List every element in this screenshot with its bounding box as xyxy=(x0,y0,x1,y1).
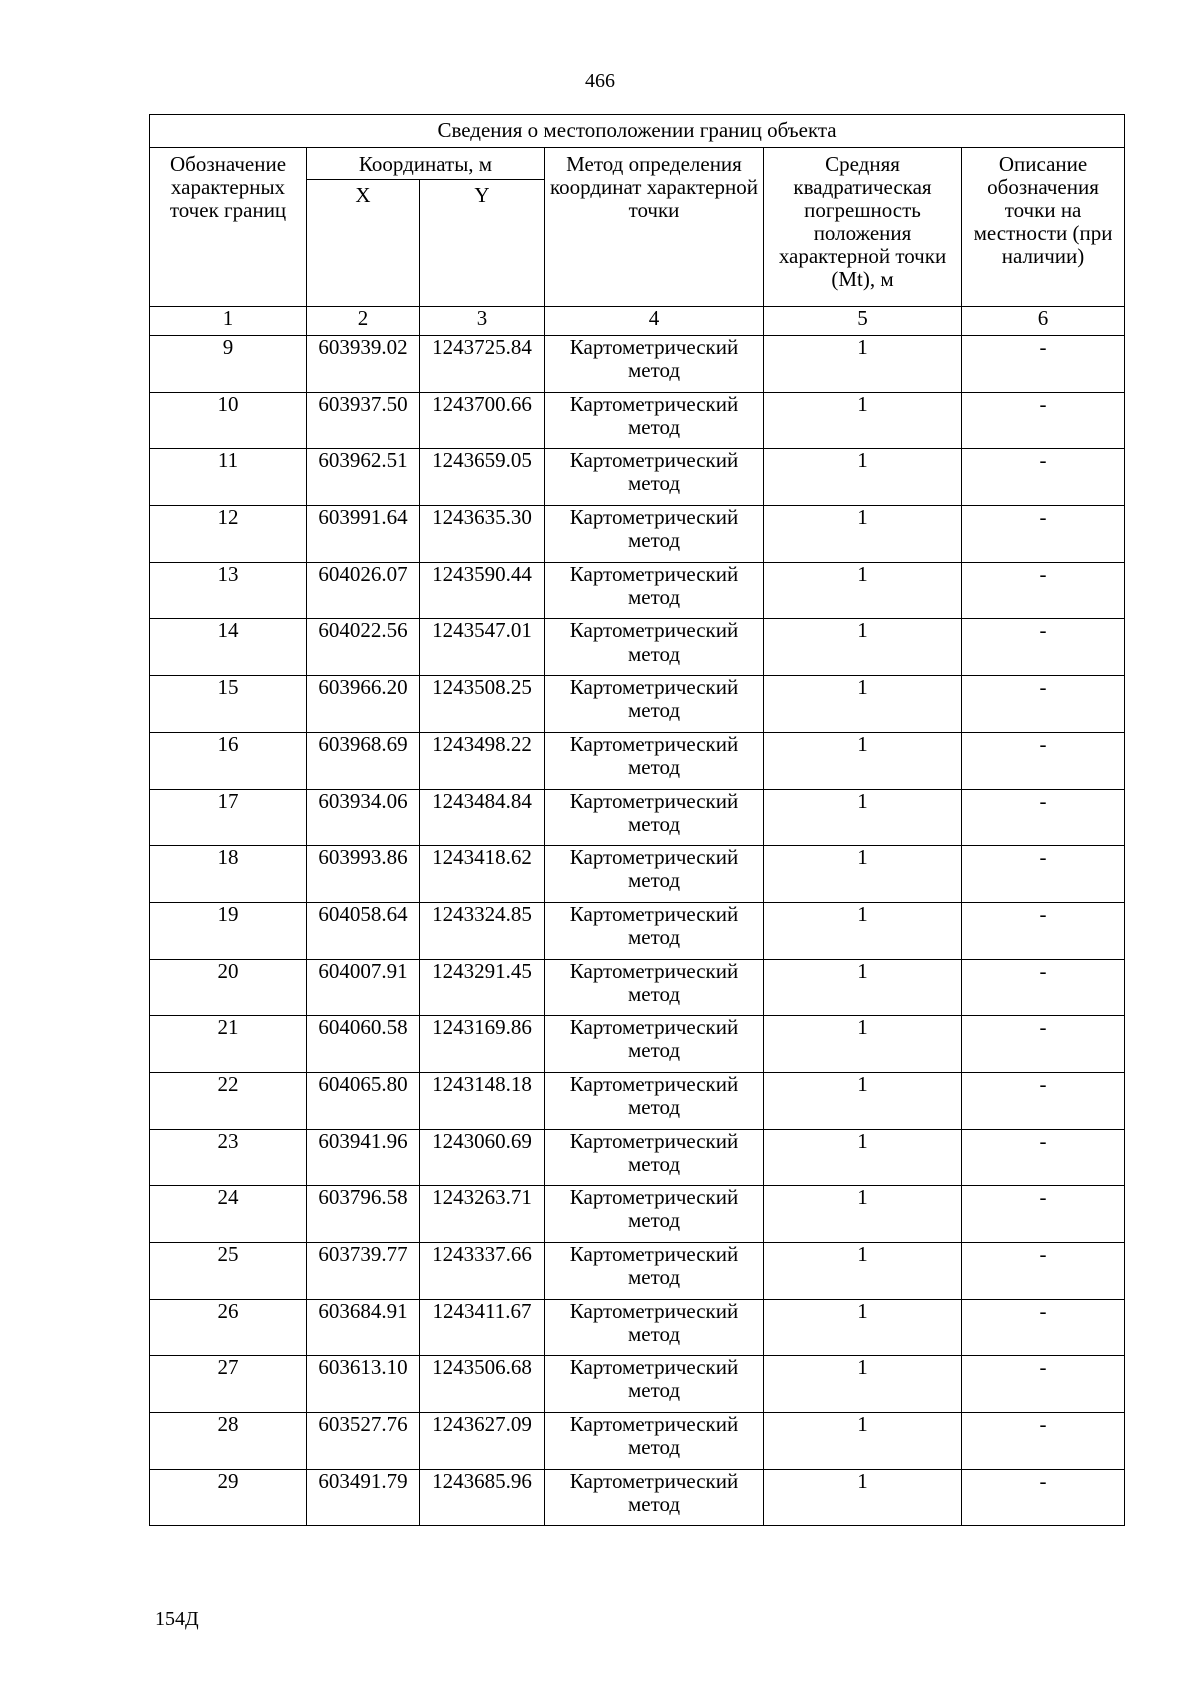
table-row xyxy=(150,449,1125,506)
x-coordinate-cell: 603962.51 xyxy=(307,449,420,506)
description-cell: - xyxy=(962,959,1125,1016)
header-coordinates: Координаты, м xyxy=(307,148,545,180)
error-cell: 1 xyxy=(764,449,962,506)
method-cell: Картометрический метод xyxy=(545,789,764,846)
description-cell: - xyxy=(962,619,1125,676)
point-cell: 19 xyxy=(150,902,307,959)
x-coordinate-cell: 603991.64 xyxy=(307,506,420,563)
x-coordinate-cell: 604060.58 xyxy=(307,1016,420,1073)
point-cell: 25 xyxy=(150,1243,307,1300)
description-cell: - xyxy=(962,336,1125,393)
description-cell: - xyxy=(962,676,1125,733)
point-cell: 21 xyxy=(150,1016,307,1073)
method-cell: Картометрический метод xyxy=(545,506,764,563)
point-cell: 18 xyxy=(150,846,307,903)
point-cell: 27 xyxy=(150,1356,307,1413)
boundary-coordinates-table xyxy=(149,114,1125,1526)
error-cell: 1 xyxy=(764,1243,962,1300)
header-point: Обозначение характерных точек границ xyxy=(150,148,307,307)
error-cell: 1 xyxy=(764,1129,962,1186)
y-coordinate-cell: 1243411.67 xyxy=(420,1299,545,1356)
x-coordinate-cell: 603937.50 xyxy=(307,392,420,449)
method-cell: Картометрический метод xyxy=(545,449,764,506)
description-cell: - xyxy=(962,1129,1125,1186)
description-cell: - xyxy=(962,789,1125,846)
method-cell: Картометрический метод xyxy=(545,619,764,676)
table-row xyxy=(150,1469,1125,1526)
table-row xyxy=(150,676,1125,733)
table-row xyxy=(150,732,1125,789)
table-row xyxy=(150,392,1125,449)
y-coordinate-cell: 1243484.84 xyxy=(420,789,545,846)
error-cell: 1 xyxy=(764,336,962,393)
header-method: Метод определения координат характерной точки xyxy=(545,148,764,307)
description-cell: - xyxy=(962,1356,1125,1413)
table-row xyxy=(150,506,1125,563)
column-number-row xyxy=(150,307,1125,336)
point-cell: 20 xyxy=(150,959,307,1016)
point-cell: 9 xyxy=(150,336,307,393)
y-coordinate-cell: 1243725.84 xyxy=(420,336,545,393)
x-coordinate-cell: 603491.79 xyxy=(307,1469,420,1526)
x-coordinate-cell: 603684.91 xyxy=(307,1299,420,1356)
y-coordinate-cell: 1243498.22 xyxy=(420,732,545,789)
point-cell: 17 xyxy=(150,789,307,846)
y-coordinate-cell: 1243659.05 xyxy=(420,449,545,506)
y-coordinate-cell: 1243590.44 xyxy=(420,562,545,619)
point-cell: 12 xyxy=(150,506,307,563)
column-number: 5 xyxy=(764,307,962,336)
y-coordinate-cell: 1243685.96 xyxy=(420,1469,545,1526)
error-cell: 1 xyxy=(764,1072,962,1129)
header-x: X xyxy=(307,180,420,307)
description-cell: - xyxy=(962,392,1125,449)
column-number: 4 xyxy=(545,307,764,336)
y-coordinate-cell: 1243324.85 xyxy=(420,902,545,959)
table-row xyxy=(150,902,1125,959)
table-row xyxy=(150,562,1125,619)
error-cell: 1 xyxy=(764,562,962,619)
error-cell: 1 xyxy=(764,1299,962,1356)
table-body xyxy=(150,336,1125,1526)
point-cell: 26 xyxy=(150,1299,307,1356)
table-row xyxy=(150,1186,1125,1243)
method-cell: Картометрический метод xyxy=(545,902,764,959)
error-cell: 1 xyxy=(764,619,962,676)
method-cell: Картометрический метод xyxy=(545,1243,764,1300)
method-cell: Картометрический метод xyxy=(545,1129,764,1186)
table-row xyxy=(150,846,1125,903)
point-cell: 11 xyxy=(150,449,307,506)
description-cell: - xyxy=(962,1016,1125,1073)
y-coordinate-cell: 1243547.01 xyxy=(420,619,545,676)
table-row xyxy=(150,1413,1125,1470)
error-cell: 1 xyxy=(764,392,962,449)
method-cell: Картометрический метод xyxy=(545,676,764,733)
method-cell: Картометрический метод xyxy=(545,1356,764,1413)
y-coordinate-cell: 1243627.09 xyxy=(420,1413,545,1470)
method-cell: Картометрический метод xyxy=(545,846,764,903)
method-cell: Картометрический метод xyxy=(545,1413,764,1470)
method-cell: Картометрический метод xyxy=(545,1072,764,1129)
table-caption: Сведения о местоположении границ объекта xyxy=(150,115,1125,148)
error-cell: 1 xyxy=(764,676,962,733)
table-row xyxy=(150,1072,1125,1129)
method-cell: Картометрический метод xyxy=(545,392,764,449)
column-number: 1 xyxy=(150,307,307,336)
error-cell: 1 xyxy=(764,959,962,1016)
y-coordinate-cell: 1243291.45 xyxy=(420,959,545,1016)
page-number: 466 xyxy=(585,70,615,92)
point-cell: 10 xyxy=(150,392,307,449)
y-coordinate-cell: 1243506.68 xyxy=(420,1356,545,1413)
error-cell: 1 xyxy=(764,1413,962,1470)
y-coordinate-cell: 1243508.25 xyxy=(420,676,545,733)
error-cell: 1 xyxy=(764,846,962,903)
point-cell: 13 xyxy=(150,562,307,619)
y-coordinate-cell: 1243148.18 xyxy=(420,1072,545,1129)
description-cell: - xyxy=(962,1413,1125,1470)
description-cell: - xyxy=(962,562,1125,619)
y-coordinate-cell: 1243418.62 xyxy=(420,846,545,903)
method-cell: Картометрический метод xyxy=(545,336,764,393)
x-coordinate-cell: 603796.58 xyxy=(307,1186,420,1243)
y-coordinate-cell: 1243700.66 xyxy=(420,392,545,449)
description-cell: - xyxy=(962,846,1125,903)
description-cell: - xyxy=(962,1243,1125,1300)
y-coordinate-cell: 1243337.66 xyxy=(420,1243,545,1300)
method-cell: Картометрический метод xyxy=(545,1016,764,1073)
point-cell: 23 xyxy=(150,1129,307,1186)
point-cell: 22 xyxy=(150,1072,307,1129)
error-cell: 1 xyxy=(764,732,962,789)
error-cell: 1 xyxy=(764,902,962,959)
x-coordinate-cell: 603934.06 xyxy=(307,789,420,846)
table-row xyxy=(150,789,1125,846)
method-cell: Картометрический метод xyxy=(545,1469,764,1526)
description-cell: - xyxy=(962,1072,1125,1129)
description-cell: - xyxy=(962,732,1125,789)
error-cell: 1 xyxy=(764,789,962,846)
description-cell: - xyxy=(962,1299,1125,1356)
header-y: Y xyxy=(420,180,545,307)
error-cell: 1 xyxy=(764,1469,962,1526)
point-cell: 14 xyxy=(150,619,307,676)
table-row xyxy=(150,1299,1125,1356)
column-number: 3 xyxy=(420,307,545,336)
table-row xyxy=(150,959,1125,1016)
error-cell: 1 xyxy=(764,1186,962,1243)
description-cell: - xyxy=(962,506,1125,563)
table-row xyxy=(150,1243,1125,1300)
x-coordinate-cell: 604065.80 xyxy=(307,1072,420,1129)
method-cell: Картометрический метод xyxy=(545,562,764,619)
point-cell: 16 xyxy=(150,732,307,789)
method-cell: Картометрический метод xyxy=(545,732,764,789)
x-coordinate-cell: 603613.10 xyxy=(307,1356,420,1413)
x-coordinate-cell: 603941.96 xyxy=(307,1129,420,1186)
y-coordinate-cell: 1243635.30 xyxy=(420,506,545,563)
x-coordinate-cell: 604026.07 xyxy=(307,562,420,619)
x-coordinate-cell: 603939.02 xyxy=(307,336,420,393)
table-row xyxy=(150,619,1125,676)
y-coordinate-cell: 1243263.71 xyxy=(420,1186,545,1243)
y-coordinate-cell: 1243060.69 xyxy=(420,1129,545,1186)
description-cell: - xyxy=(962,449,1125,506)
x-coordinate-cell: 604022.56 xyxy=(307,619,420,676)
x-coordinate-cell: 603527.76 xyxy=(307,1413,420,1470)
y-coordinate-cell: 1243169.86 xyxy=(420,1016,545,1073)
x-coordinate-cell: 603739.77 xyxy=(307,1243,420,1300)
x-coordinate-cell: 604007.91 xyxy=(307,959,420,1016)
point-cell: 24 xyxy=(150,1186,307,1243)
footer-code: 154Д xyxy=(155,1608,199,1630)
x-coordinate-cell: 603966.20 xyxy=(307,676,420,733)
error-cell: 1 xyxy=(764,506,962,563)
point-cell: 29 xyxy=(150,1469,307,1526)
description-cell: - xyxy=(962,1469,1125,1526)
table-row xyxy=(150,1129,1125,1186)
header-error: Средняя квадратическая погрешность положения характерной точки (Mt), м xyxy=(764,148,962,307)
method-cell: Картометрический метод xyxy=(545,959,764,1016)
point-cell: 28 xyxy=(150,1413,307,1470)
x-coordinate-cell: 604058.64 xyxy=(307,902,420,959)
error-cell: 1 xyxy=(764,1016,962,1073)
column-number: 2 xyxy=(307,307,420,336)
x-coordinate-cell: 603968.69 xyxy=(307,732,420,789)
description-cell: - xyxy=(962,1186,1125,1243)
x-coordinate-cell: 603993.86 xyxy=(307,846,420,903)
table-row xyxy=(150,1356,1125,1413)
table-row xyxy=(150,336,1125,393)
method-cell: Картометрический метод xyxy=(545,1186,764,1243)
point-cell: 15 xyxy=(150,676,307,733)
method-cell: Картометрический метод xyxy=(545,1299,764,1356)
table-row xyxy=(150,1016,1125,1073)
description-cell: - xyxy=(962,902,1125,959)
error-cell: 1 xyxy=(764,1356,962,1413)
header-description: Описание обозначения точки на местности (при наличии) xyxy=(962,148,1125,307)
column-number: 6 xyxy=(962,307,1125,336)
